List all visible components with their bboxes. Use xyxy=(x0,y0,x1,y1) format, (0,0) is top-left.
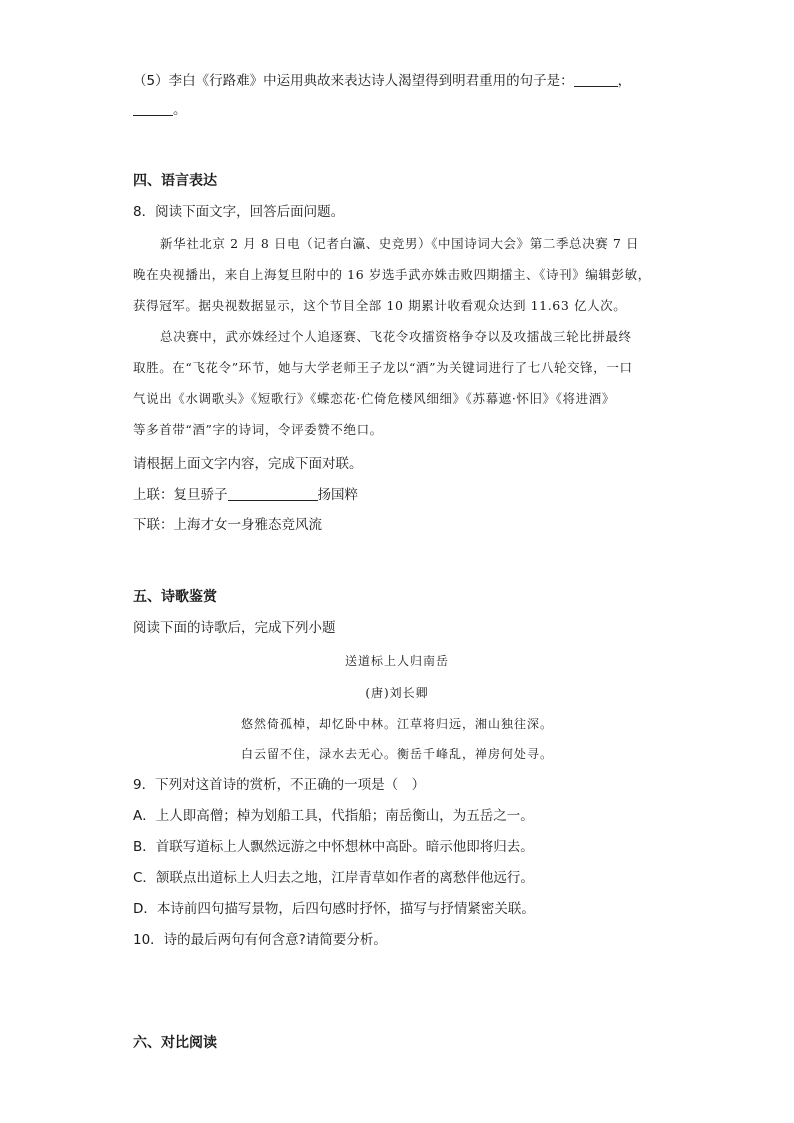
answer-blank[interactable] xyxy=(133,101,173,116)
q9-stem: 9．下列对这首诗的赏析，不正确的一项是（ ） xyxy=(133,777,426,793)
q9-option-a[interactable]: A．上人即高僧；棹为划船工具，代指船；南岳衡山，为五岳之一。 xyxy=(133,808,534,824)
couplet-answer-blank[interactable] xyxy=(228,486,318,501)
q9-option-c[interactable]: C．颔联点出道标上人归去之地，江岸青草如作者的离愁伴他远行。 xyxy=(133,870,534,886)
q8-prompt: 8．阅读下面文字，回答后面问题。 xyxy=(133,204,345,220)
section-heading-poetry: 五、诗歌鉴赏 xyxy=(133,589,217,605)
poem-line: 白云留不住，渌水去无心。衡岳千峰乱，禅房何处寻。 xyxy=(240,747,553,761)
passage-line: 等多首带“酒”字的诗词，令评委赞不绝口。 xyxy=(133,422,383,437)
poem-line: 悠然倚孤棹，却忆卧中林。江草将归远，湘山独往深。 xyxy=(240,717,553,731)
passage-line: 获得冠军。据央视数据显示，这个节目全部 10 期累计收看观众达到 11.63 亿人次。 xyxy=(133,298,627,313)
q10-stem: 10．诗的最后两句有何含意?请简要分析。 xyxy=(133,932,387,948)
section-heading-comparative: 六、对比阅读 xyxy=(133,1035,217,1051)
section-heading-language: 四、语言表达 xyxy=(133,173,217,189)
q5-line-2 xyxy=(133,101,187,119)
q5-line-1 xyxy=(133,72,631,90)
passage-line: 气说出《水调歌头》《短歌行》《蝶恋花·伫倚危楼风细细》《苏幕遮·怀旧》《将进酒》 xyxy=(133,391,615,406)
poem-title: 送道标上人归南岳 xyxy=(344,654,449,668)
q5-period: 。 xyxy=(173,102,187,118)
answer-blank[interactable] xyxy=(574,72,618,87)
q9-option-b[interactable]: B．首联写道标上人飘然远游之中怀想林中高卧。暗示他即将归去。 xyxy=(133,839,534,855)
passage-line: 新华社北京 2 月 8 日电（记者白瀛、史竞男）《中国诗词大会》第二季总决赛 7 日 xyxy=(160,236,640,251)
poem-author: (唐)刘长卿 xyxy=(365,686,429,700)
q9-option-d[interactable]: D．本诗前四句描写景物，后四句感时抒怀，描写与抒情紧密关联。 xyxy=(133,901,535,917)
q5-comma: ， xyxy=(617,73,632,89)
passage-line: 总决赛中，武亦姝经过个人追逐赛、飞花令攻擂资格争夺以及攻擂战三轮比拼最终 xyxy=(160,329,632,344)
couplet-task: 请根据上面文字内容，完成下面对联。 xyxy=(133,456,363,472)
poetry-intro: 阅读下面的诗歌后，完成下列小题 xyxy=(133,620,336,636)
q5-text: （5）李白《行路难》中运用典故来表达诗人渴望得到明君重用的句子是： xyxy=(133,73,574,89)
upper-couplet-suffix: 扬国粹 xyxy=(317,487,358,503)
lower-couplet: 下联：上海才女一身雅态竞风流 xyxy=(133,517,322,533)
passage-line: 取胜。在“飞花令”环节，她与大学老师王子龙以“酒”为关键词进行了七八轮交锋，一口 xyxy=(133,360,633,375)
passage-line: 晚在央视播出，来自上海复旦附中的 16 岁选手武亦姝击败四期擂主、《诗刊》编辑彭敏， xyxy=(133,267,651,282)
upper-couplet-prefix: 上联：复旦骄子 xyxy=(133,487,228,503)
upper-couplet xyxy=(133,486,358,504)
